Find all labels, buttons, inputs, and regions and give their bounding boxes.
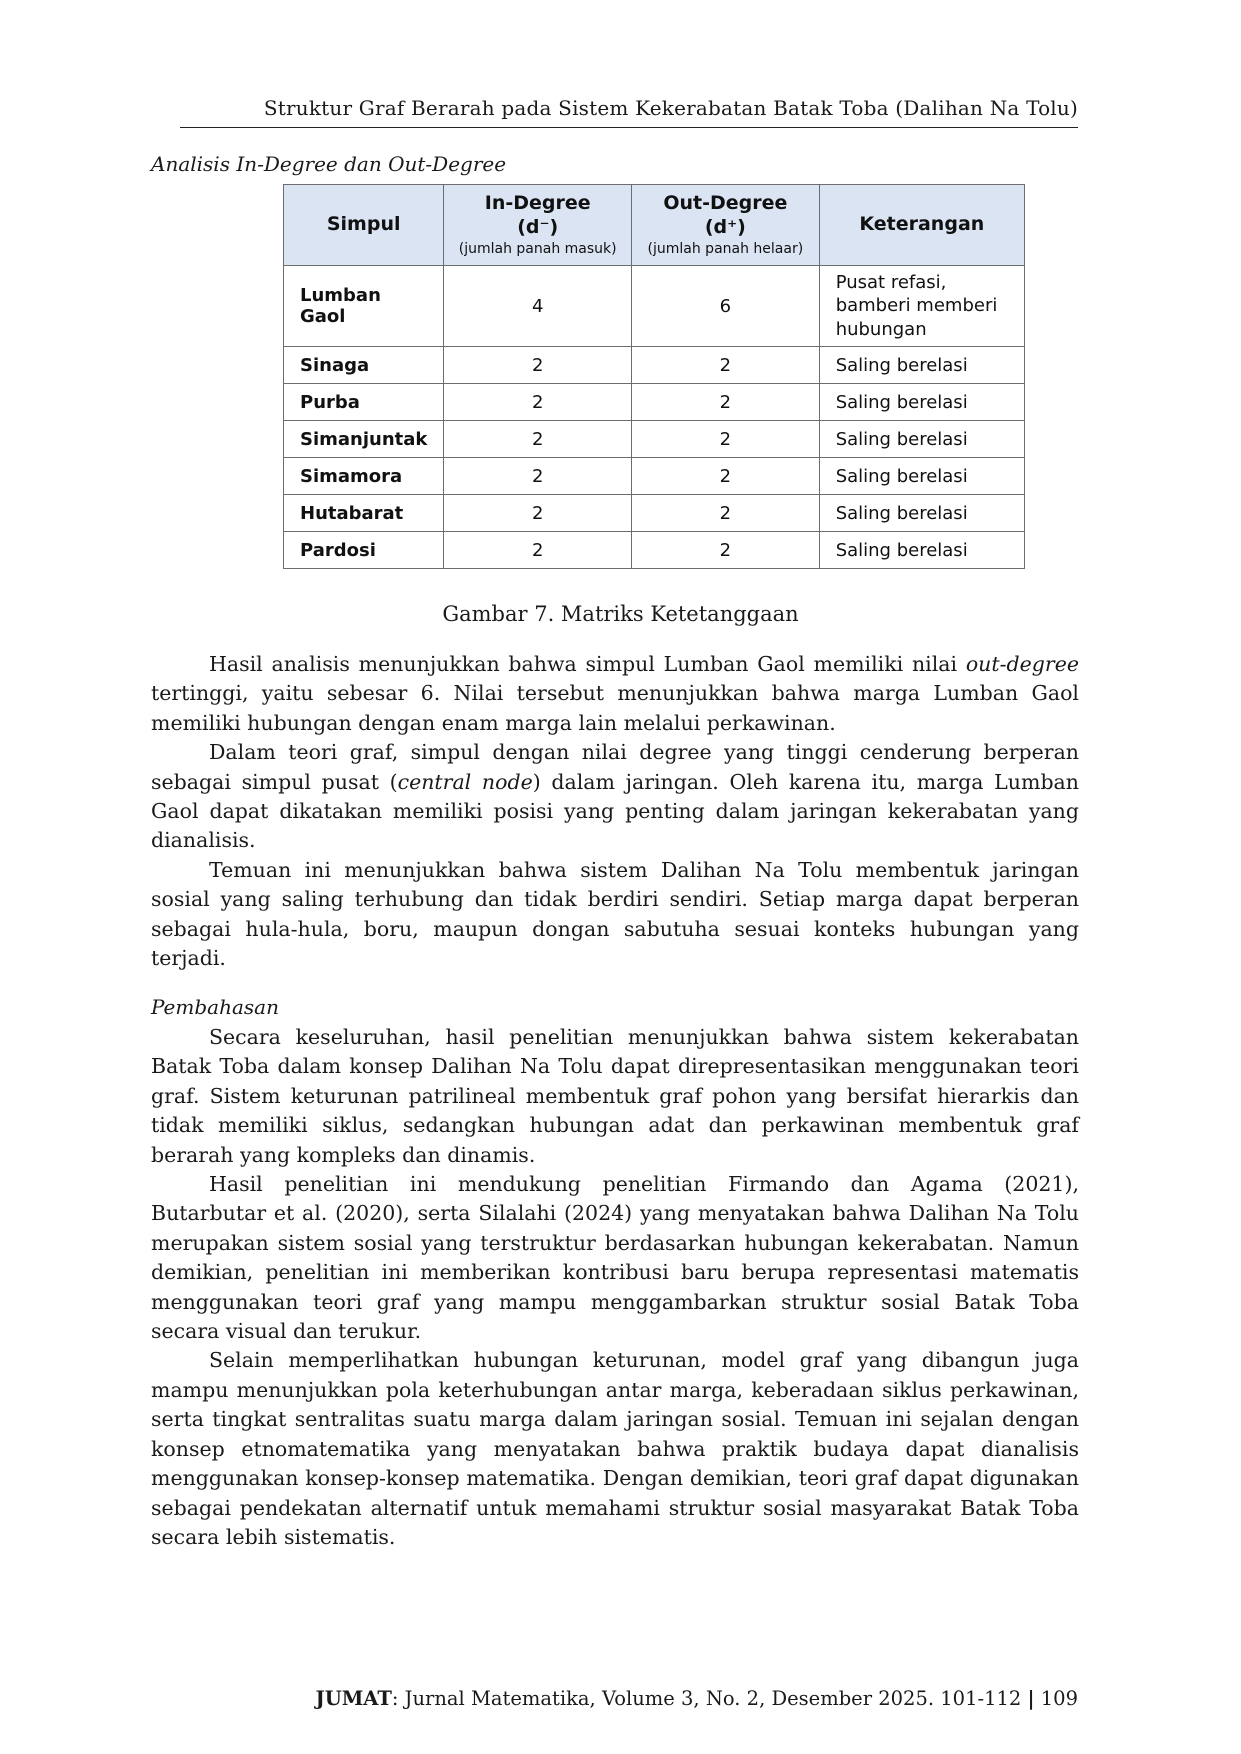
section-title-pembahasan: Pembahasan bbox=[151, 995, 279, 1019]
analysis-paragraph-3: Temuan ini menunjukkan bahwa sistem Dalihan Na Tolu membentuk jaringan sosial yang saling terhubung dan tidak berdiri sendiri. Setiap marga dapat berperan sebagai hula-hula, boru, maupun dongan sabutuha sesuai konteks hubungan yang terjadi. bbox=[151, 857, 1079, 971]
table-row bbox=[284, 458, 1025, 495]
table-row bbox=[284, 532, 1025, 569]
table-row bbox=[284, 347, 1025, 384]
cell-out-degree: 2 bbox=[632, 347, 820, 384]
header-rule bbox=[180, 127, 1078, 128]
cell-in-degree: 2 bbox=[444, 421, 632, 458]
footer-separator: | bbox=[1027, 1687, 1035, 1710]
cell-in-degree: 4 bbox=[444, 266, 632, 347]
cell-simpul: Simamora bbox=[284, 458, 444, 495]
analysis-paragraph-2: Dalam teori graf, simpul dengan nilai degree yang tinggi cenderung berperan sebagai simpul pusat (central node) dalam jaringan. Oleh karena itu, marga Lumban Gaol dapat dikatakan memiliki posisi yang penting dalam jaringan kekerabatan yang dianalisis. bbox=[151, 740, 1079, 853]
cell-keterangan: Saling berelasi bbox=[819, 532, 1024, 569]
cell-in-degree: 2 bbox=[444, 347, 632, 384]
cell-in-degree: 2 bbox=[444, 532, 632, 569]
col-header-keterangan: Keterangan bbox=[819, 185, 1024, 266]
degree-table bbox=[283, 184, 1025, 569]
out-degree-symbol: (d⁺) bbox=[704, 215, 746, 238]
running-header: Struktur Graf Berarah pada Sistem Kekerabatan Batak Toba (Dalihan Na Tolu) bbox=[263, 96, 1078, 120]
discussion-text bbox=[151, 1023, 1079, 1552]
cell-simpul: Purba bbox=[284, 384, 444, 421]
cell-keterangan: Saling berelasi bbox=[819, 347, 1024, 384]
in-degree-label: In-Degree bbox=[484, 192, 591, 214]
degree-table-figure bbox=[283, 184, 1025, 569]
col-header-out-degree bbox=[632, 185, 820, 266]
discussion-paragraph-3: Selain memperlihatkan hubungan keturunan, model graf yang dibangun juga mampu menunjukkan pola keterhubungan antar marga, keberadaan siklus perkawinan, serta tingkat sentralitas suatu marga dalam jaringan sosial. Temuan ini sejalan dengan konsep etnomatematika yang menyatakan bahwa praktik budaya dapat dianalisis menggunakan konsep-konsep matematika. Dengan demikian, teori graf dapat digunakan sebagai pendekatan alternatif untuk memahami struktur sosial masyarakat Batak Toba secara lebih sistematis. bbox=[151, 1348, 1079, 1549]
journal-name: JUMAT bbox=[315, 1687, 392, 1710]
cell-out-degree: 6 bbox=[632, 266, 820, 347]
cell-simpul: Sinaga bbox=[284, 347, 444, 384]
out-degree-label: Out-Degree bbox=[663, 192, 788, 214]
cell-keterangan: Saling berelasi bbox=[819, 384, 1024, 421]
discussion-paragraph-2: Hasil penelitian ini mendukung penelitian Firmando dan Agama (2021), Butarbutar et al. (2020), serta Silalahi (2024) yang menyatakan bahwa Dalihan Na Tolu merupakan sistem sosial yang terstruktur berdasarkan hubungan kekerabatan. Namun demikian, penelitian ini memberikan kontribusi baru berupa representasi matematis menggunakan teori graf yang mampu menggambarkan struktur sosial Batak Toba secara visual dan terukur. bbox=[151, 1172, 1079, 1344]
out-degree-note: (jumlah panah helaar) bbox=[647, 240, 804, 257]
table-row bbox=[284, 384, 1025, 421]
page-footer bbox=[180, 1687, 1078, 1710]
cell-keterangan: Pusat refasi, bamberi memberi hubungan bbox=[819, 266, 1024, 347]
analysis-text bbox=[151, 650, 1079, 973]
cell-simpul: Hutabarat bbox=[284, 495, 444, 532]
table-row bbox=[284, 495, 1025, 532]
table-row bbox=[284, 266, 1025, 347]
cell-keterangan: Saling berelasi bbox=[819, 421, 1024, 458]
cell-in-degree: 2 bbox=[444, 458, 632, 495]
term-out-degree: out-degree bbox=[965, 652, 1079, 676]
col-header-simpul: Simpul bbox=[284, 185, 444, 266]
col-header-in-degree bbox=[444, 185, 632, 266]
cell-keterangan: Saling berelasi bbox=[819, 495, 1024, 532]
figure-caption: Gambar 7. Matriks Ketetanggaan bbox=[442, 602, 799, 626]
in-degree-symbol: (d⁻) bbox=[517, 215, 559, 238]
page-number: 109 bbox=[1034, 1687, 1078, 1710]
section-title-degree-analysis: Analisis In-Degree dan Out-Degree bbox=[151, 152, 507, 176]
cell-in-degree: 2 bbox=[444, 495, 632, 532]
discussion-paragraph-1: Secara keseluruhan, hasil penelitian menunjukkan bahwa sistem kekerabatan Batak Toba dalam konsep Dalihan Na Tolu dapat direpresentasikan menggunakan teori graf. Sistem keturunan patrilineal membentuk graf pohon yang bersifat hierarkis dan tidak memiliki siklus, sedangkan hubungan adat dan perkawinan membentuk graf berarah yang kompleks dan dinamis. bbox=[151, 1025, 1079, 1167]
cell-simpul: Lumban Gaol bbox=[284, 266, 444, 347]
cell-out-degree: 2 bbox=[632, 384, 820, 421]
table-header-row bbox=[284, 185, 1025, 266]
cell-in-degree: 2 bbox=[444, 384, 632, 421]
cell-out-degree: 2 bbox=[632, 458, 820, 495]
cell-simpul: Pardosi bbox=[284, 532, 444, 569]
journal-citation: : Jurnal Matematika, Volume 3, No. 2, Desember 2025. 101-112 bbox=[391, 1687, 1028, 1710]
analysis-paragraph-1: Hasil analisis menunjukkan bahwa simpul Lumban Gaol memiliki nilai out-degree tertinggi, yaitu sebesar 6. Nilai tersebut menunjukkan bahwa marga Lumban Gaol memiliki hubungan dengan enam marga lain melalui perkawinan. bbox=[151, 652, 1079, 735]
term-central-node: central node bbox=[397, 769, 533, 794]
in-degree-note: (jumlah panah masuk) bbox=[458, 240, 617, 257]
cell-simpul: Simanjuntak bbox=[284, 421, 444, 458]
cell-keterangan: Saling berelasi bbox=[819, 458, 1024, 495]
table-row bbox=[284, 421, 1025, 458]
cell-out-degree: 2 bbox=[632, 495, 820, 532]
cell-out-degree: 2 bbox=[632, 532, 820, 569]
cell-out-degree: 2 bbox=[632, 421, 820, 458]
